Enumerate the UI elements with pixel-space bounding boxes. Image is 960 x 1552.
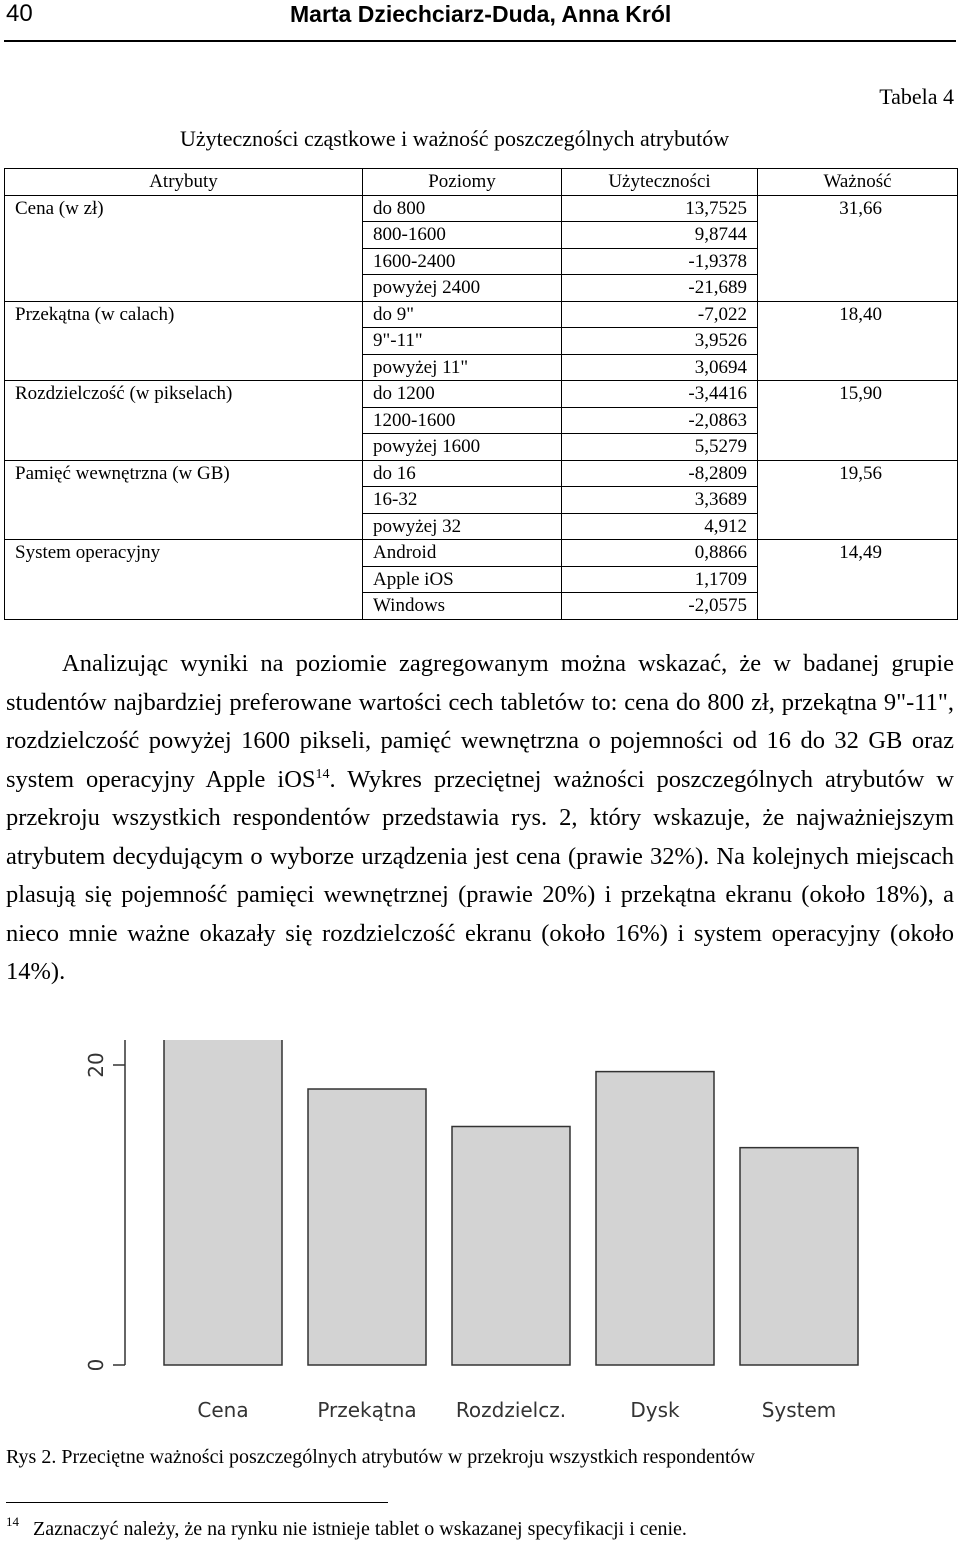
table-row bbox=[5, 354, 958, 381]
level-cell: powyżej 2400 bbox=[363, 275, 562, 302]
level-cell: 1200-1600 bbox=[363, 407, 562, 434]
x-tick-label: System bbox=[761, 1398, 837, 1422]
importance-cell bbox=[758, 593, 958, 620]
utility-cell: -21,689 bbox=[562, 275, 758, 302]
importance-cell bbox=[758, 487, 958, 514]
utility-cell: 3,3689 bbox=[562, 487, 758, 514]
utility-cell: 13,7525 bbox=[562, 195, 758, 222]
table-row bbox=[5, 275, 958, 302]
level-cell: do 1200 bbox=[363, 381, 562, 408]
level-cell: do 9" bbox=[363, 301, 562, 328]
table-row bbox=[5, 513, 958, 540]
table-body bbox=[5, 195, 958, 619]
attribute-cell bbox=[5, 275, 363, 302]
footnote bbox=[6, 1514, 687, 1541]
y-tick-label: 0 bbox=[84, 1358, 108, 1372]
bar bbox=[164, 1040, 282, 1365]
bar bbox=[452, 1127, 570, 1366]
table-row bbox=[5, 248, 958, 275]
column-header: Poziomy bbox=[363, 169, 562, 196]
importance-cell bbox=[758, 434, 958, 461]
attribute-cell bbox=[5, 354, 363, 381]
table-row bbox=[5, 434, 958, 461]
table-label: Tabela 4 bbox=[879, 84, 954, 109]
table-row bbox=[5, 301, 958, 328]
bar bbox=[308, 1089, 426, 1365]
figure-caption: Rys 2. Przeciętne ważności poszczególnych atrybutów w przekroju wszystkich respondentów bbox=[6, 1446, 755, 1468]
column-header: Użyteczności bbox=[562, 169, 758, 196]
page-header bbox=[0, 0, 960, 44]
x-tick-label: Rozdzielcz. bbox=[455, 1398, 567, 1422]
importance-cell: 31,66 bbox=[758, 195, 958, 222]
utility-cell: 1,1709 bbox=[562, 566, 758, 593]
bars bbox=[164, 1040, 858, 1365]
paragraph-text: Analizując wyniki na poziomie zagregowanym można wskazać, że w badanej grupie studentów najbardziej preferowane wartości cech tabletów to: cena do 800 zł, przekątna 9"-11", rozdzielczość powyżej 1600 pikseli, pamięć wewnętrzna o pojemności od 16 do 32 GB oraz system operacyjny Apple iOS bbox=[6, 650, 954, 793]
attribute-cell bbox=[5, 566, 363, 593]
level-cell: 9"-11" bbox=[363, 328, 562, 355]
attribute-cell: Pamięć wewnętrzna (w GB) bbox=[5, 460, 363, 487]
importance-cell: 15,90 bbox=[758, 381, 958, 408]
level-cell: powyżej 1600 bbox=[363, 434, 562, 461]
importance-cell bbox=[758, 328, 958, 355]
table-row bbox=[5, 407, 958, 434]
attribute-cell bbox=[5, 593, 363, 620]
level-cell: Windows bbox=[363, 593, 562, 620]
table-row bbox=[5, 222, 958, 249]
footnote-text: Zaznaczyć należy, że na rynku nie istnieje tablet o wskazanej specyfikacji i cenie. bbox=[33, 1518, 687, 1540]
paragraph-text: . Wykres przeciętnej ważności poszczególnych atrybutów w przekroju wszystkich respondentów przedstawia rys. 2, który wskazuje, że najważniejszym atrybutem decydującym o wyborze urządzenia jest cena (prawie 32%). Na kolejnych miejscach plasują się pojemność pamięci wewnętrznej (prawie 20%) i przekątna ekranu (około 18%), a nieco mnie ważne okazały się rozdzielczość ekranu (około 16%) i system operacyjny (około 14%). bbox=[6, 765, 954, 985]
utility-cell: -3,4416 bbox=[562, 381, 758, 408]
attribute-cell bbox=[5, 328, 363, 355]
table-row bbox=[5, 381, 958, 408]
attribute-cell bbox=[5, 222, 363, 249]
utility-cell: 4,912 bbox=[562, 513, 758, 540]
level-cell: 1600-2400 bbox=[363, 248, 562, 275]
utility-cell: -7,022 bbox=[562, 301, 758, 328]
x-tick-label: Przekątna bbox=[317, 1398, 417, 1422]
importance-cell bbox=[758, 354, 958, 381]
attribute-cell bbox=[5, 513, 363, 540]
page-number: 40 bbox=[6, 0, 33, 27]
column-header: Atrybuty bbox=[5, 169, 363, 196]
bar bbox=[596, 1072, 714, 1365]
x-tick-label: Dysk bbox=[630, 1398, 680, 1422]
level-cell: powyżej 32 bbox=[363, 513, 562, 540]
utility-cell: 3,0694 bbox=[562, 354, 758, 381]
column-header: Ważność bbox=[758, 169, 958, 196]
table-row bbox=[5, 460, 958, 487]
utility-cell: -1,9378 bbox=[562, 248, 758, 275]
utility-cell: -8,2809 bbox=[562, 460, 758, 487]
level-cell: Apple iOS bbox=[363, 566, 562, 593]
body-paragraph bbox=[6, 645, 954, 992]
utility-cell: -2,0575 bbox=[562, 593, 758, 620]
level-cell: powyżej 11" bbox=[363, 354, 562, 381]
level-cell: 16-32 bbox=[363, 487, 562, 514]
table-row bbox=[5, 540, 958, 567]
header-rule bbox=[4, 40, 956, 42]
level-cell: do 800 bbox=[363, 195, 562, 222]
importance-cell bbox=[758, 275, 958, 302]
importance-cell bbox=[758, 566, 958, 593]
utility-cell: 3,9526 bbox=[562, 328, 758, 355]
table-row bbox=[5, 487, 958, 514]
importance-cell: 18,40 bbox=[758, 301, 958, 328]
importance-cell bbox=[758, 222, 958, 249]
footnote-reference: 14 bbox=[315, 766, 330, 782]
table-row bbox=[5, 195, 958, 222]
bar bbox=[740, 1148, 858, 1365]
utility-cell: 5,5279 bbox=[562, 434, 758, 461]
attribute-cell bbox=[5, 487, 363, 514]
attribute-cell: System operacyjny bbox=[5, 540, 363, 567]
x-tick-label: Cena bbox=[197, 1398, 249, 1422]
level-cell: do 16 bbox=[363, 460, 562, 487]
importance-cell bbox=[758, 248, 958, 275]
table-row bbox=[5, 566, 958, 593]
table-header-row bbox=[5, 169, 958, 196]
level-cell: 800-1600 bbox=[363, 222, 562, 249]
utilities-table bbox=[4, 168, 958, 620]
attribute-cell: Przekątna (w calach) bbox=[5, 301, 363, 328]
running-head-authors: Marta Dziechciarz-Duda, Anna Król bbox=[290, 1, 672, 27]
footnote-rule bbox=[6, 1502, 388, 1503]
attribute-cell: Cena (w zł) bbox=[5, 195, 363, 222]
utility-cell: 9,8744 bbox=[562, 222, 758, 249]
importance-cell: 14,49 bbox=[758, 540, 958, 567]
attribute-cell bbox=[5, 434, 363, 461]
y-tick-label: 20 bbox=[84, 1052, 108, 1078]
table-title: Użyteczności cząstkowe i ważność poszczególnych atrybutów bbox=[180, 126, 730, 151]
table-row bbox=[5, 593, 958, 620]
utility-cell: -2,0863 bbox=[562, 407, 758, 434]
level-cell: Android bbox=[363, 540, 562, 567]
x-tick-labels bbox=[197, 1398, 836, 1422]
importance-bar-chart bbox=[0, 1040, 960, 1440]
importance-cell bbox=[758, 407, 958, 434]
y-axis bbox=[84, 1040, 125, 1371]
attribute-cell bbox=[5, 407, 363, 434]
importance-cell: 19,56 bbox=[758, 460, 958, 487]
attribute-cell bbox=[5, 248, 363, 275]
table-row bbox=[5, 328, 958, 355]
footnote-mark: 14 bbox=[6, 1514, 19, 1529]
attribute-cell: Rozdzielczość (w pikselach) bbox=[5, 381, 363, 408]
importance-cell bbox=[758, 513, 958, 540]
utility-cell: 0,8866 bbox=[562, 540, 758, 567]
